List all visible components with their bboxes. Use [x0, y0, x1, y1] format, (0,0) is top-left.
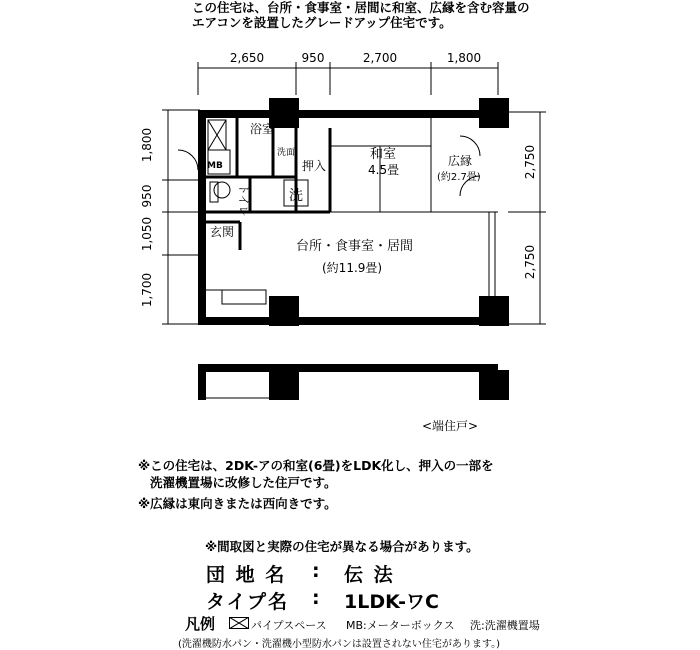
dim-top-3: 2,700	[362, 51, 398, 65]
room-washitsu-size: 4.5畳	[368, 163, 400, 177]
dim-left-4: 1,700	[140, 272, 154, 308]
top-dimension-line	[198, 62, 498, 95]
type-name-value: 1LDK-ワC	[344, 591, 440, 613]
room-hiroen-label: 広縁	[448, 154, 473, 168]
dim-right-2: 2,750	[523, 244, 537, 280]
danchi-name-label: 団 地 名	[206, 564, 287, 586]
type-separator: :	[312, 587, 322, 609]
danchi-name-value: 伝 法	[344, 564, 395, 586]
legend-washer: 洗:洗濯機置場	[470, 619, 540, 632]
note-2: ※広縁は東向きまたは西向きです。	[138, 496, 337, 511]
dim-left-1: 1,800	[140, 127, 154, 163]
room-washroom-label: 洗面	[277, 148, 296, 158]
legend-footnote: (洗濯機防水パン・洗濯機小型防水パンは設置されない住宅があります。)	[178, 639, 501, 650]
room-ldk-size: (約11.9畳)	[322, 261, 383, 275]
room-closet-label: 押入	[302, 159, 327, 173]
note-1-line-2: 洗濯機置場に改修した住戸です。	[150, 475, 337, 490]
dim-left-2: 950	[140, 184, 154, 208]
washer-space-label: 洗	[289, 188, 303, 204]
meter-box-label: MB	[207, 161, 223, 171]
note-3: ※間取図と実際の住宅が異なる場合があります。	[205, 539, 479, 554]
type-name-label: タイプ名	[206, 591, 290, 613]
dim-top-4: 1,800	[446, 51, 482, 65]
room-toilet-label: トイレ	[237, 184, 250, 217]
room-entrance-label: 玄関	[210, 225, 235, 239]
unit-position-label: <端住戸>	[422, 419, 479, 433]
legend-pipe-space: パイプスペース	[251, 619, 327, 632]
pipe-space-icon	[229, 617, 249, 629]
dim-top-1: 2,650	[229, 51, 265, 65]
intro-line-1: この住宅は、台所・食事室・居間に和室、広縁を含む容量の	[192, 0, 530, 15]
note-1-line-1: ※この住宅は、2DK-アの和室(6畳)をLDK化し、押入の一部を	[138, 458, 494, 473]
legend-meter-box: MB:メーターボックス	[346, 619, 455, 632]
room-washitsu-label: 和室	[370, 147, 397, 162]
room-bath-label: 浴室	[250, 122, 275, 136]
left-dimension-line	[162, 110, 200, 324]
legend-title: 凡例	[185, 615, 216, 633]
room-hiroen-size: (約2.7畳)	[437, 172, 481, 183]
right-dimension-line	[508, 112, 546, 324]
room-ldk-label: 台所・食事室・居間	[296, 239, 414, 254]
dim-left-3: 1,050	[140, 216, 154, 252]
intro-line-2: エアコンを設置したグレードアップ住宅です。	[192, 15, 452, 30]
adjacent-unit-partial	[198, 364, 509, 400]
dim-top-2: 950	[301, 51, 325, 65]
danchi-separator: :	[312, 560, 322, 582]
dim-right-1: 2,750	[523, 144, 537, 180]
